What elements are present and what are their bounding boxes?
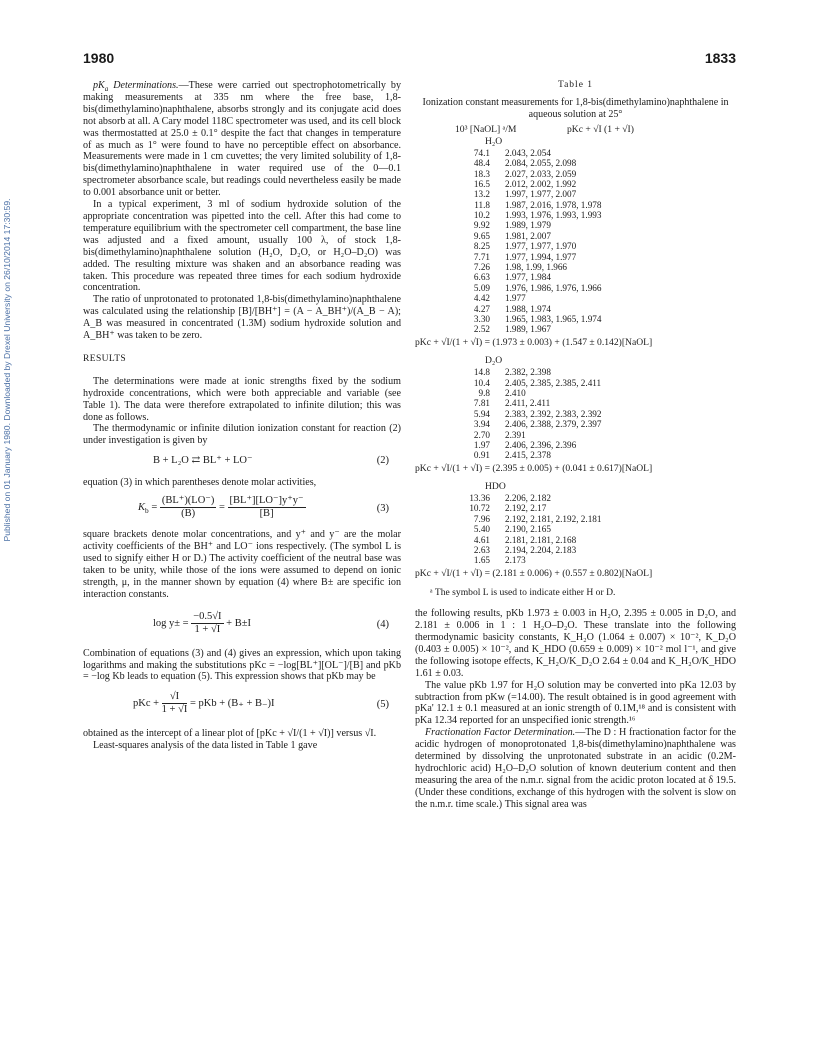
paragraph-2: In a typical experiment, 3 ml of sodium hydroxide solution of the appropriate concentration was pipetted into the cell. After this had come to temperature equilibrium with the spectrometer cell compartment, the base line was adjusted and a fixed amount, usually 100 λ, of stock 1,8-bis(dimethylamino)naphthalene solution (H₂O, D₂O, or H₂O–D₂O) was added. The resulting mixture was shaken and an absorbance reading was taken. This procedure was repeated three times for each sodium hydroxide concentration. <box>83 199 401 294</box>
equation-5-number: (5) <box>376 699 389 711</box>
equation-3-body: $K_b$ = $\frac{(BL^+)(LO^-)}{(B)}$ = $\frac{[BL^+][LO^-]y^+y^-}{[B]}$ <box>138 495 304 520</box>
table-row <box>415 450 736 460</box>
table-row <box>415 314 736 324</box>
equation-5-body <box>133 691 275 716</box>
table-cell-values: 2.415, 2.378 <box>505 450 551 461</box>
table-row <box>415 388 736 398</box>
table-cell-concentration: 7.81 <box>473 398 490 409</box>
equation-3-lhs-sub: b <box>145 506 149 516</box>
table-cell-concentration: 10.4 <box>473 377 490 388</box>
table-cell-concentration: 6.63 <box>473 272 490 283</box>
right-paragraph-1: the following results, pKb 1.973 ± 0.003 in H₂O, 2.395 ± 0.005 in D₂O, and 2.181 ± 0.006 in 1 : 1 H₂O–D₂O. These translate into the following thermodynamic basicity constants, K_H₂O (1.064 ± 0.007) × 10⁻², K_D₂O (0.403 ± 0.005) × 10⁻², and K_HDO (0.659 ± 0.009) × 10⁻² mol l⁻¹, and give the following isotope effects, K_H₂O/K_D₂O 2.64 ± 0.04 and K_H₂O/K_HDO 1.61 ± 0.03. <box>415 608 736 679</box>
paragraph-3: The ratio of unprotonated to protonated 1,8-bis(dimethylamino)naphthalene was calculated using the relationship [B]/[BH⁺] = (A − A_BH⁺)/(A_B − A); A_B was measured in concentrated (1.3M) sodium hydroxide solution and A_BH⁺ was taken to be zero. <box>83 294 401 342</box>
equation-3-den-1: (B) <box>181 508 196 520</box>
table-cell-concentration: 9.65 <box>473 230 490 241</box>
table-column-headers <box>415 124 736 137</box>
table-row <box>415 440 736 450</box>
equation-3-num-2: [BL⁺][LO⁻]y⁺y⁻ <box>229 495 304 507</box>
equation-3-lhs: K <box>138 502 146 514</box>
table-caption: Ionization constant measurements for 1,8-bis(dimethylamino)naphthalene in aqueous solution at 25° <box>422 96 729 120</box>
table-cell-values: 1.98, 1.99, 1.966 <box>505 262 568 273</box>
equation-4 <box>83 609 401 643</box>
table-cell-values: 1.993, 1.976, 1.993, 1.993 <box>505 210 602 221</box>
table-row <box>415 378 736 388</box>
equation-3-num-1: (BL⁺)(LO⁻) <box>161 495 215 507</box>
table-cell-concentration: 7.71 <box>473 251 490 262</box>
table-cell-values: 1.965, 1.983, 1.965, 1.974 <box>505 313 602 324</box>
page-number: 1833 <box>704 50 736 66</box>
table-cell-concentration: 1.97 <box>473 439 490 450</box>
table-cell-concentration: 5.09 <box>473 282 490 293</box>
equation-4-rhs: + B±I <box>226 617 251 629</box>
table-cell-concentration: 10.72 <box>469 503 490 514</box>
paragraph-10: Least-squares analysis of the data listed in Table 1 gave <box>93 740 318 752</box>
table-cell-values: 2.192, 2.17 <box>505 503 547 514</box>
table-cell-values: 1.989, 1.967 <box>505 324 551 335</box>
table-cell-concentration: 16.5 <box>473 178 490 189</box>
paragraph-5: The thermodynamic or infinite dilution ionization constant for reaction (2) under investigation is given by <box>83 423 401 447</box>
table-cell-concentration: 5.40 <box>473 524 490 535</box>
table-cell-values: 1.977 <box>505 293 526 304</box>
equation-3-den-2: [B] <box>259 508 274 520</box>
table-cell-concentration: 5.94 <box>473 408 490 419</box>
table-cell-concentration: 4.42 <box>473 293 490 304</box>
right-column <box>415 80 736 811</box>
table-cell-values: 1.981, 2.007 <box>505 230 551 241</box>
table-row <box>415 293 736 303</box>
table-row <box>415 272 736 282</box>
table-cell-values: 2.181, 2.181, 2.168 <box>505 534 577 545</box>
table-cell-values: 2.406, 2.388, 2.379, 2.397 <box>505 419 602 430</box>
table-row <box>415 158 736 168</box>
table-row <box>415 545 736 555</box>
paragraph-8: Combination of equations (3) and (4) gives an expression, which upon taking logarithms and making the substitutions pKc = −log[BL⁺][OL⁻]/[B] and pKb = −log Kb leads to equation (5). This expression shows that pKb may be <box>83 647 401 683</box>
table-row <box>415 169 736 179</box>
table-cell-values: 1.977, 1.984 <box>505 272 551 283</box>
table-footnote: ᵃ The symbol L is used to indicate either H or D. <box>430 587 616 599</box>
fractionation-heading: Fractionation Factor Determination. <box>425 727 576 739</box>
table-cell-concentration: 18.3 <box>473 168 490 179</box>
equation-4-frac <box>191 611 223 636</box>
table-cell-concentration: 4.61 <box>473 534 490 545</box>
table-cell-concentration: 7.96 <box>473 513 490 524</box>
table-cell-concentration: 7.26 <box>473 262 490 273</box>
table-group-label: HDO <box>485 481 506 493</box>
table-cell-values: 1.976, 1.986, 1.976, 1.966 <box>505 282 602 293</box>
equation-3-frac-2 <box>228 495 306 520</box>
section-title-pka: pK <box>93 80 105 91</box>
table-row <box>415 283 736 293</box>
download-notice-text[interactable]: Published on 01 January 1980. Downloaded by Drexel University on 26/10/2014 17:30:59. <box>2 198 12 542</box>
table-cell-concentration: 2.63 <box>473 545 490 556</box>
table-cell-concentration: 3.94 <box>473 419 490 430</box>
table-cell-concentration: 2.70 <box>473 429 490 440</box>
table-cell-values: 2.206, 2.182 <box>505 493 551 504</box>
table-title: Table 1 <box>557 80 594 90</box>
table-cell-values: 2.027, 2.033, 2.059 <box>505 168 577 179</box>
table-cell-concentration: 11.8 <box>474 199 490 210</box>
table-cell-concentration: 74.1 <box>473 147 490 158</box>
table-row <box>415 514 736 524</box>
equation-2 <box>83 452 401 472</box>
results-heading: RESULTS <box>83 353 127 364</box>
table-row <box>415 503 736 513</box>
table-row <box>415 241 736 251</box>
equation-4-body <box>153 611 251 636</box>
table-cell-concentration: 1.65 <box>473 555 490 566</box>
table-row <box>415 252 736 262</box>
table-cell-values: 2.043, 2.054 <box>505 147 551 158</box>
table-cell-values: 2.192, 2.181, 2.192, 2.181 <box>505 513 602 524</box>
table-row <box>415 189 736 199</box>
table-cell-values: 2.382, 2.398 <box>505 367 551 378</box>
equation-5-lhs: pKc + <box>133 698 160 710</box>
table-cell-concentration: 13.2 <box>473 189 490 200</box>
table-cell-values: 1.997, 1.977, 2.007 <box>505 189 577 200</box>
page-header <box>83 50 736 70</box>
table-row <box>415 555 736 565</box>
table-cell-values: 2.406, 2.396, 2.396 <box>505 439 577 450</box>
equation-5-frac <box>162 691 188 716</box>
left-column <box>83 80 401 752</box>
table-cell-concentration: 4.27 <box>473 303 490 314</box>
equation-5-num: √I <box>162 691 188 704</box>
equation-4-number: (4) <box>376 618 389 630</box>
equation-2-body: B + L₂O ⇄ BL⁺ + LO⁻ <box>153 455 253 467</box>
table-group-label: H₂O <box>485 135 503 147</box>
table-row <box>415 324 736 334</box>
table-cell-concentration: 3.30 <box>473 313 490 324</box>
equation-5-rhs: = pKb + (B₊ + B₋)I <box>189 698 275 710</box>
table-cell-concentration: 9.92 <box>473 220 490 231</box>
table-cell-values: 2.194, 2.204, 2.183 <box>505 545 577 556</box>
table-cell-values: 2.410 <box>505 387 526 398</box>
right-paragraph-3-text: —The D : H fractionation factor for the acidic hydrogen of monoprotonated 1,8-bis(dimethylamino)naphthalene was determined by dissolving the unprotonated substrate in an acidic (0.2M-hydrochloric acid) H₂O–D₂O solution of known deuterium content and then measuring the area of the n.m.r. signal from the acidic proton located at δ 19.5. (Under these conditions, exchange of this hydrogen with the solvent is slow on the n.m.r. time scale.) This signal area was <box>415 727 736 810</box>
table-group-fit: pKc + √I/(1 + √I) = (2.395 ± 0.005) + (0.041 ± 0.617)[NaOL] <box>415 462 653 474</box>
table-group-fit: pKc + √I/(1 + √I) = (2.181 ± 0.006) + (0.557 ± 0.802)[NaOL] <box>415 567 653 579</box>
page-year: 1980 <box>83 50 115 66</box>
table-cell-concentration: 0.91 <box>473 450 490 461</box>
equation-3 <box>83 494 401 524</box>
table-cell-values: 1.987, 2.016, 1.978, 1.978 <box>505 199 602 210</box>
table-row <box>415 220 736 230</box>
table-row <box>415 210 736 220</box>
table-row <box>415 367 736 377</box>
equation-2-number: (2) <box>376 455 389 467</box>
equation-5 <box>83 689 401 723</box>
paragraph-1-text: —These were carried out spectrophotometrically by making measurements at 335 nm where the free base, 1,8-bis(dimethylamino)naphthalene, absorbs strongly and its conjugate acid does not absorb at all. A Cary model 118C spectrometer was used, and its cell block was thermostatted at 25.0 ± 0.1° despite the fact that changes in temperature of as much as 1° were found to have no perceptible effect on absorbance. Measurements were made in 1 cm cuvettes; the very limited solubility of 1,8-bis(dimethylamino)naphthalene in water required use of the 0—0.1 spectrometer absorbance scale, but readings could nevertheless easily be made to 0.001 absorbance unit or better. <box>83 80 401 199</box>
table-cell-values: 1.989, 1.979 <box>505 220 551 231</box>
table-cell-values: 2.012, 2.002, 1.992 <box>505 178 577 189</box>
table-row <box>415 304 736 314</box>
right-paragraph-3 <box>415 727 736 810</box>
equation-5-den: 1 + √I <box>161 704 188 716</box>
table-row <box>415 524 736 534</box>
paragraph-4: The determinations were made at ionic strengths fixed by the sodium hydroxide concentrations, which were both appreciable and variable (see Table 1). The data were therefore extrapolated to infinite dilution; this was done as follows. <box>83 375 401 423</box>
table-cell-concentration: 2.52 <box>473 324 490 335</box>
equation-3-number: (3) <box>376 503 389 515</box>
table-col-2-header: pKc + √I (1 + √I) <box>567 123 634 135</box>
table-body <box>415 137 736 580</box>
table-row <box>415 179 736 189</box>
table-cell-values: 1.977, 1.994, 1.977 <box>505 251 577 262</box>
table-cell-concentration: 10.2 <box>473 210 490 221</box>
table-row <box>415 493 736 503</box>
table-group-label: D₂O <box>485 355 503 367</box>
equation-4-lhs: log y± = <box>153 617 189 629</box>
table-row <box>415 262 736 272</box>
equation-4-num: −0.5√I <box>193 610 222 622</box>
table-cell-values: 1.988, 1.974 <box>505 303 551 314</box>
table-cell-values: 2.383, 2.392, 2.383, 2.392 <box>505 408 602 419</box>
paragraph-9: obtained as the intercept of a linear plot of [pKc + √I/(1 + √I)] versus √I. <box>83 728 377 740</box>
table-row <box>415 409 736 419</box>
table-row <box>415 419 736 429</box>
table-row <box>415 231 736 241</box>
paragraph-pka-determinations <box>83 80 401 199</box>
table-cell-concentration: 9.8 <box>478 387 490 398</box>
equation-4-den: 1 + √I <box>194 623 221 635</box>
paragraph-6: equation (3) in which parentheses denote molar activities, <box>83 477 317 489</box>
table-cell-concentration: 48.4 <box>473 158 490 169</box>
section-title-pka-sub: a <box>104 85 109 94</box>
paragraph-7: square brackets denote molar concentrations, and y⁺ and y⁻ are the molar activity coefficients of the BH⁺ and LO⁻ ions respectively. (The symbol L is used to signify either H or D.) The activity coefficient of the neutral base was taken to be unity, while those of the ions were assumed to depend on ionic strength, μ, in the manner shown by equation (4) where B± are specific ion interaction constants. <box>83 529 401 600</box>
table-cell-values: 2.084, 2.055, 2.098 <box>505 158 577 169</box>
table-row <box>415 398 736 408</box>
table-cell-concentration: 13.36 <box>469 493 490 504</box>
table-cell-values: 2.173 <box>505 555 526 566</box>
table-cell-concentration: 8.25 <box>473 241 490 252</box>
table-row <box>415 200 736 210</box>
table-cell-concentration: 14.8 <box>473 367 490 378</box>
section-title-pka-rest: Determinations. <box>108 80 179 91</box>
table-cell-values: 2.190, 2.165 <box>505 524 551 535</box>
table-cell-values: 2.411, 2.411 <box>505 398 551 409</box>
table-row <box>415 535 736 545</box>
table-row <box>415 148 736 158</box>
table-group-fit: pKc + √I/(1 + √I) = (1.973 ± 0.003) + (1.547 ± 0.142)[NaOL] <box>415 336 653 348</box>
table-col-1-header: 10³ [NaOL] ᵃ/M <box>455 123 517 135</box>
table-cell-values: 2.391 <box>505 429 526 440</box>
table-cell-values: 2.405, 2.385, 2.385, 2.411 <box>505 377 602 388</box>
equation-3-frac-1 <box>160 495 217 520</box>
table-row <box>415 430 736 440</box>
right-paragraph-2: The value pKb 1.97 for H₂O solution may be converted into pKa 12.03 by subtraction from pKw (=14.00). The result obtained is in good agreement with pKa' 12.1 ± 0.1 measured at an ionic strength of 0.1M,¹⁸ and is consistent with pKa 12.34 reported for an unspecified ionic strength.¹⁶ <box>415 679 736 727</box>
table-cell-values: 1.977, 1.977, 1.970 <box>505 241 577 252</box>
download-notice <box>2 110 16 630</box>
